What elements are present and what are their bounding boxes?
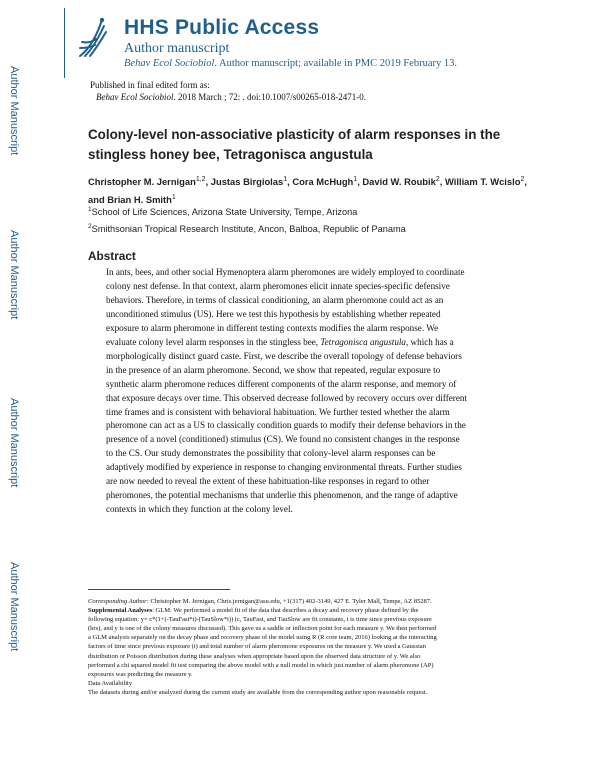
- abstract-line: pheromone can act as a US to classically condition guards to modify their defense behaviors in the: [106, 420, 466, 431]
- author-name: Cora McHugh: [292, 176, 354, 188]
- publication-history: [90, 79, 366, 103]
- affiliation-text: School of Life Sciences, Arizona State University, Tempe, Arizona: [91, 207, 358, 218]
- abstract-line: unconditioned stimulus (US). Here we test this hypothesis by establishing whether repeated: [106, 308, 441, 319]
- author-name: Brian H. Smith: [107, 194, 172, 206]
- published-in-label: Published in final edited form as:: [90, 80, 210, 90]
- corresponding-text: Christopher M. Jernigan, Chris.jernigan@asu.edu, +1(317) 402-3149, 427 E. Tyler Mall, Tempe, AZ 85287.: [150, 598, 432, 605]
- abstract-line-text: , which has a: [405, 336, 454, 347]
- header-divider: [64, 8, 65, 78]
- author-name: William T. Wcislo: [444, 176, 521, 188]
- author-separator: , and: [88, 176, 527, 206]
- title-species-name: Tetragonisca angustula: [223, 147, 373, 162]
- corresponding-author-note: [88, 597, 528, 606]
- abstract-line: In ants, bees, and other social Hymenoptera alarm pheromones are widely employed to coordinate: [106, 267, 465, 277]
- author-separator: ,: [205, 176, 211, 188]
- author-separator: ,: [287, 176, 293, 188]
- abstract-line: synthetic alarm pheromone reduces different components of the alarm response, and memory of: [106, 378, 457, 389]
- supplemental-label: Supplemental Analyses: [88, 607, 153, 615]
- journal-availability-line: [124, 58, 457, 69]
- hhs-public-access-title: HHS Public Access: [124, 16, 320, 39]
- abstract-line-text: evaluate colony level alarm responses in the stingless bee,: [106, 336, 321, 347]
- author-list: [88, 172, 528, 208]
- availability-text: . Author manuscript; available in PMC 2019 February 13.: [214, 58, 458, 69]
- abstract-line: pheromones, the potential mechanisms that underlie this phenomenon, and the range of adaptive: [106, 490, 458, 501]
- abstract-line: morphologically distinct guard caste. First, we describe the overall topology of defense behaviors: [106, 350, 462, 361]
- affiliation-marker: 1: [88, 206, 92, 213]
- supplemental-line: distribution or Poisson distribution during these analyses when appropriate based upon the observed data structure of y. We also: [88, 652, 421, 660]
- author-affiliation-marker: 1: [283, 176, 288, 183]
- side-label-author-manuscript: Author Manuscript: [8, 562, 20, 652]
- abstract-line: behaviors. Therefore, in terms of classical conditioning, an alarm pheromone could act as an: [106, 294, 444, 305]
- abstract-heading: Abstract: [88, 249, 136, 263]
- supplemental-line: (hrs), and y is one of the colony measures discussed). This gave us a saddle or inflection point for each measure y. We then performed: [88, 625, 437, 633]
- data-availability-heading: Data Availability: [88, 679, 133, 687]
- abstract-line: that exposure decays over time. This observed decrease followed by recovery occurs over different: [106, 392, 467, 403]
- abstract-line: contexts in which they function at the colony level.: [106, 504, 293, 515]
- author-affiliation-marker: 1: [171, 194, 176, 202]
- abstract-line: exposure to alarm pheromone in different testing contexts modifies the alarm response. We: [106, 322, 439, 333]
- citation-details: . 2018 March ; 72: . doi:10.1007/s00265-018-2471-0.: [173, 92, 366, 102]
- supplemental-line: exposures was predicting the measure y.: [88, 670, 193, 678]
- supplemental-text: : GLM: We performed a model fit of the data that describes a decay and recovery phase defined by the: [152, 607, 419, 615]
- article-title: Colony-level non-associative plasticity of alarm responses in the stingless honey bee, Tetragonisca angustula: [88, 127, 501, 162]
- footnote-divider: [88, 589, 230, 590]
- author-affiliation-marker: 2: [435, 176, 440, 183]
- supplemental-line: a GLM analysis separately on the decay phase and recovery phase of the model using R (R core team, 2016) looking at the interacting: [88, 634, 437, 642]
- author-name: Christopher M. Jernigan: [88, 176, 196, 188]
- author-manuscript-subtitle: Author manuscript: [124, 41, 230, 56]
- abstract-line: adaptively modified by experience in response to changing environmental threats. Further studies: [106, 462, 462, 473]
- affiliation-2: [88, 223, 406, 234]
- abstract-line: to the CS. Our study demonstrates the possibility that colony-level alarm responses can be: [106, 448, 436, 459]
- supplemental-line: [88, 606, 528, 615]
- footnotes: [88, 597, 528, 697]
- author-affiliation-marker: 1: [353, 176, 358, 183]
- abstract-body: [106, 266, 520, 517]
- hhs-eagle-logo-icon: [76, 12, 110, 62]
- abstract-line: are now needed to reveal the extent of these habituation-like responses in regard to other: [106, 476, 430, 487]
- author-name: David W. Roubik: [362, 176, 436, 188]
- citation-journal: Behav Ecol Sociobiol: [96, 92, 174, 102]
- abstract-line: presence of a novel (conditioned) stimulus (CS). We found no consistent changes in the response: [106, 434, 460, 445]
- citation-line: [90, 91, 366, 103]
- corresponding-label: Corresponding Author:: [88, 598, 151, 605]
- abstract-line: time frames and is consistent with behavioral habituation. We further tested whether the alarm: [106, 406, 450, 417]
- affiliation-marker: 2: [88, 223, 92, 230]
- journal-name: Behav Ecol Sociobiol: [124, 58, 215, 69]
- author-name: Justas Birgiolas: [210, 176, 284, 188]
- author-affiliation-marker: 1,2: [195, 176, 206, 183]
- supplemental-line: performed a chi squared model fit test comparing the above model with a null model in which just number of alarm pheromone (AP): [88, 661, 434, 669]
- abstract-line: in the presence of an alarm pheromone. Second, we show that repeated, regular exposure to: [106, 364, 441, 375]
- species-name: Tetragonisca angustula: [320, 336, 406, 347]
- supplemental-line: following equation: y= c*(1+(-TauFast*t)-(TauSlow*t)) (c, TauFast, and TauSlow are fit constants, t is time since previous exposure: [88, 616, 432, 624]
- author-separator: ,: [357, 176, 363, 188]
- abstract-line: colony nest defense. In that context, alarm pheromones elicit innate species-specific defensive: [106, 280, 450, 291]
- side-label-author-manuscript: Author Manuscript: [8, 66, 20, 156]
- affiliation-1: [88, 206, 357, 217]
- abstract-line: [106, 336, 520, 350]
- author-separator: ,: [439, 176, 445, 188]
- author-affiliation-marker: 2: [520, 176, 525, 183]
- side-label-author-manuscript: Author Manuscript: [8, 230, 20, 320]
- supplemental-line: factors of time since previous exposure (t) and total number of alarm pheromone exposures on the measure y. We used a Gaussian: [88, 643, 426, 651]
- side-label-author-manuscript: Author Manuscript: [8, 398, 20, 488]
- affiliation-text: Smithsonian Tropical Research Institute, Ancon, Balboa, Republic of Panama: [91, 224, 406, 235]
- data-availability-text: The datasets during and/or analyzed during the current study are available from the corresponding author upon reasonable request.: [88, 688, 428, 696]
